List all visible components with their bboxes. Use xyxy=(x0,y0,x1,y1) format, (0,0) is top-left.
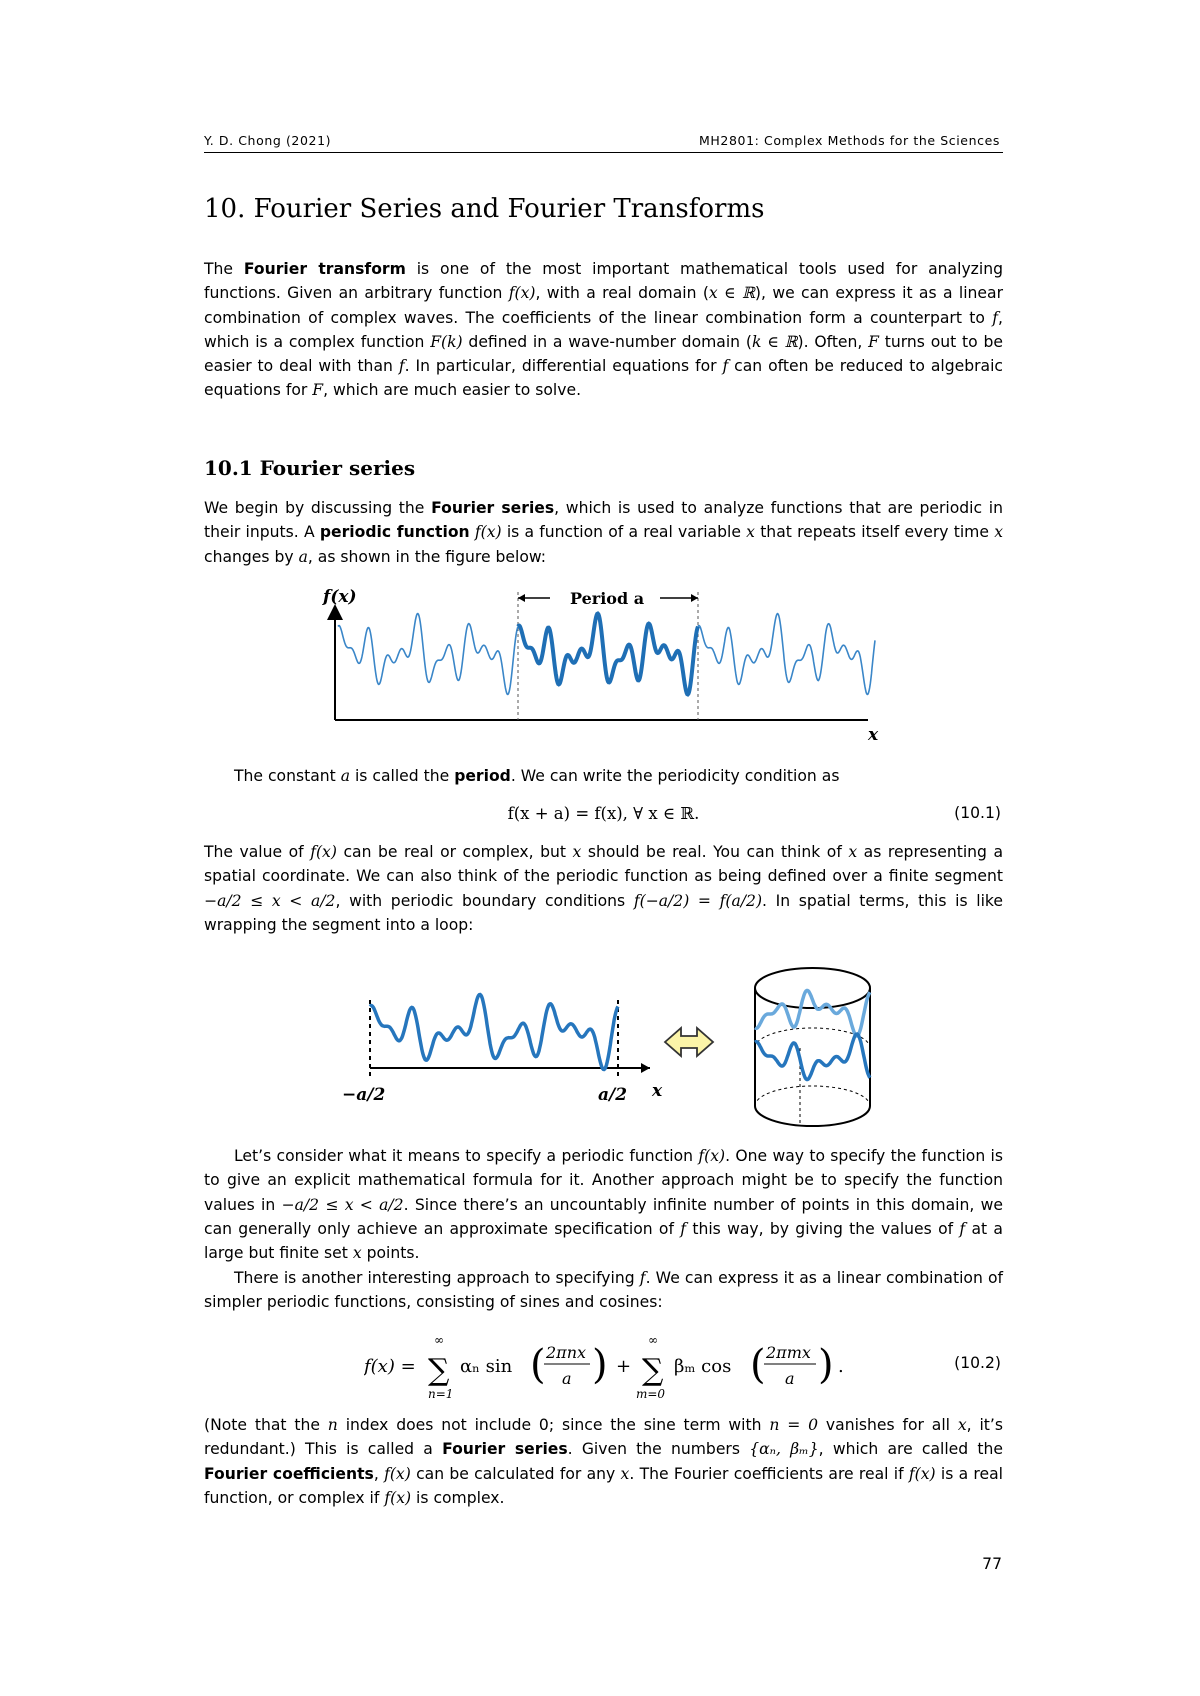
svg-text:): ) xyxy=(818,1342,834,1388)
periodic-wave-left xyxy=(338,614,518,695)
left-bound-label: −a/2 xyxy=(342,1085,386,1105)
svg-text:(: ( xyxy=(530,1342,546,1388)
periodic-wave-right xyxy=(698,614,875,695)
running-header-right: MH2801: Complex Methods for the Sciences xyxy=(699,133,1000,148)
loop-wave-back xyxy=(755,991,870,1037)
periodic-function-figure xyxy=(320,582,890,742)
paragraph-period: The constant a is called the period. We can write the periodicity condition as xyxy=(234,767,840,785)
svg-text:∑: ∑ xyxy=(642,1353,664,1388)
header-rule xyxy=(204,152,1003,153)
equation-10-2-number: (10.2) xyxy=(954,1354,1001,1372)
paragraph-fourier-coefficients: (Note that the n index does not include 0; since the sine term with n = 0 vanishes for all x, it’s redundant.) This is called a Fourier series. Given the numbers {αₙ, βₘ}, which are called the Fourier coefficients, f(x) can be calculated for any x. The Fourier coefficients are real if f(x) is a real function, or complex if f(x) is complex. xyxy=(204,1416,1003,1507)
intro-paragraph: The Fourier transform is one of the most important mathematical tools used for analyzing functions. Given an arbitrary function f(x), with a real domain (x ∈ ℝ), we can express it as a linear combination of complex waves. The coefficients of the linear combination form a counterpart to f, which is a complex function F(k) defined in a wave-number domain (k ∈ ℝ). Often, F turns out to be easier to deal with than f. In particular, differential equations for f can often be reduced to algebraic equations for F, which are much easier to solve. xyxy=(204,260,1003,400)
equation-10-2 xyxy=(204,1326,1003,1406)
svg-text:(: ( xyxy=(750,1342,766,1388)
chapter-title: 10. Fourier Series and Fourier Transforms xyxy=(204,194,765,224)
y-axis-label: f(x) xyxy=(323,587,357,607)
segment-wave xyxy=(370,995,618,1070)
svg-text:∞: ∞ xyxy=(434,1333,444,1347)
svg-text:n=1: n=1 xyxy=(428,1387,454,1401)
loop-wave-front xyxy=(755,1034,870,1080)
loop-figure xyxy=(330,960,890,1140)
segment-x-label: x xyxy=(652,1081,663,1101)
svg-text:): ) xyxy=(592,1342,608,1388)
svg-text:βₘ cos: βₘ cos xyxy=(674,1356,732,1377)
svg-text:.: . xyxy=(838,1356,844,1377)
svg-text:αₙ sin: αₙ sin xyxy=(460,1356,513,1377)
equation-10-1-body: f(x + a) = f(x), ∀ x ∈ ℝ. xyxy=(507,804,700,823)
page-number: 77 xyxy=(982,1555,1002,1573)
period-label: Period a xyxy=(570,589,645,608)
svg-text:a: a xyxy=(562,1369,572,1388)
paragraph-linear-combination: There is another interesting approach to specifying f. We can express it as a linear combination of simpler periodic functions, consisting of sines and cosines: xyxy=(204,1269,1004,1312)
svg-text:a: a xyxy=(785,1369,795,1388)
paragraph-specify: Let’s consider what it means to specify a periodic function f(x). One way to specify the function is to give an explicit mathematical formula for it. Another approach might be to specify the function values in −a/2 ≤ x < a/2. Since there’s an uncountably infinite number of points in this domain, we can generally only achieve an approximate specification of f this way, by giving the values of f at a large but finite set x points. xyxy=(204,1147,1004,1263)
running-header-left: Y. D. Chong (2021) xyxy=(204,133,332,148)
section-title: 10.1 Fourier series xyxy=(204,456,416,480)
svg-text:+: + xyxy=(616,1356,632,1377)
paragraph-periodic: We begin by discussing the Fourier series, which is used to analyze functions that are periodic in their inputs. A periodic function f(x) is a function of a real variable x that repeats itself every time x changes by a, as shown in the figure below: xyxy=(204,499,1003,566)
svg-text:∞: ∞ xyxy=(648,1333,658,1347)
svg-text:m=0: m=0 xyxy=(636,1387,666,1401)
svg-text:f(x) =: f(x) = xyxy=(364,1356,416,1377)
svg-text:2πmx: 2πmx xyxy=(766,1343,811,1362)
svg-text:∑: ∑ xyxy=(428,1353,450,1388)
equation-10-1-number: (10.1) xyxy=(954,804,1001,822)
paragraph-boundary: The value of f(x) can be real or complex, but x should be real. You can think of x as representing a spatial coordinate. We can also think of the periodic function as being defined over a finite segment −a/2 ≤ x < a/2, with periodic boundary conditions f(−a/2) = f(a/2). In spatial terms, this is like wrapping the segment into a loop: xyxy=(204,843,1004,934)
double-arrow-icon xyxy=(665,1028,713,1056)
equation-10-1 xyxy=(204,800,1003,830)
periodic-wave-period xyxy=(518,614,698,695)
svg-text:2πnx: 2πnx xyxy=(546,1343,587,1362)
x-axis-label: x xyxy=(868,725,879,742)
right-bound-label: a/2 xyxy=(598,1085,628,1105)
